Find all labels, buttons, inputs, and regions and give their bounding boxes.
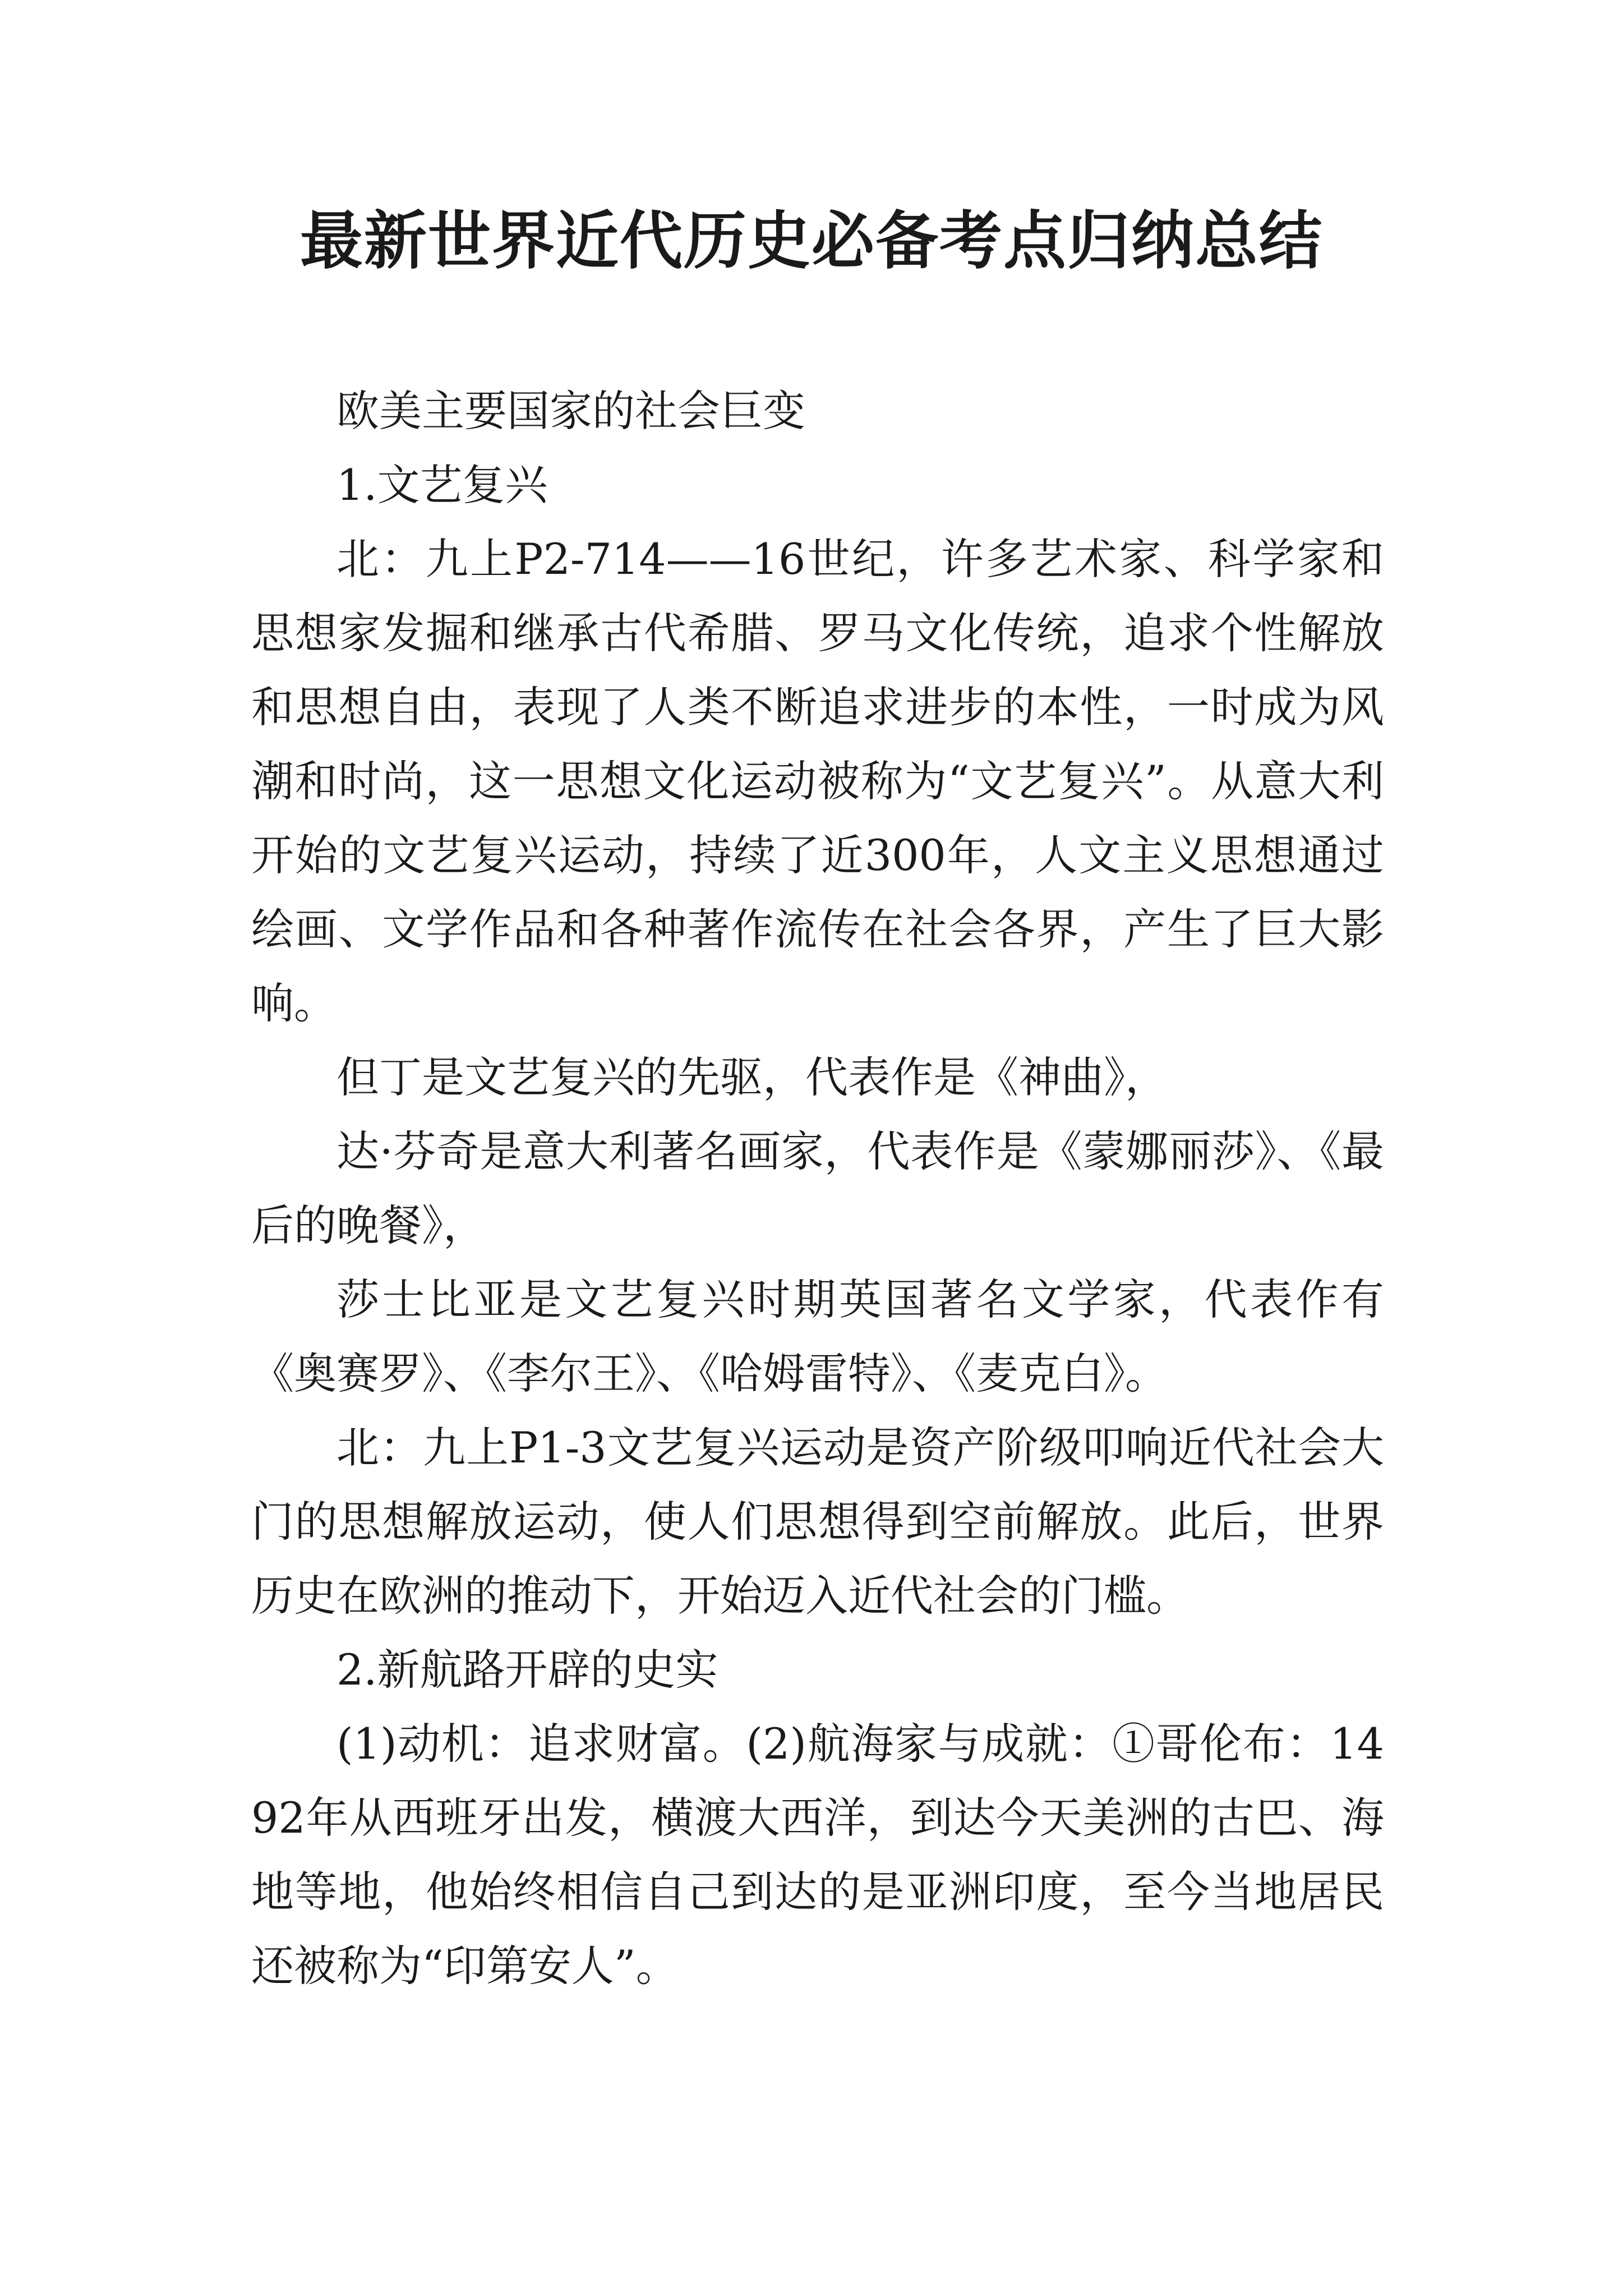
page-title: 最新世界近代历史必备考点归纳总结 (300, 205, 1323, 278)
document-body (251, 374, 1384, 2003)
body-paragraph: 莎士比亚是文艺复兴时期英国著名文学家，代表作有《奥赛罗》、《李尔王》、《哈姆雷特》、《麦克白》。 (251, 1274, 1384, 1398)
body-paragraph: 北：九上P1-3文艺复兴运动是资产阶级叩响近代社会大门的思想解放运动，使人们思想得到空前解放。此后，世界历史在欧洲的推动下，开始迈入近代社会的门槛。 (251, 1423, 1384, 1621)
subsection-heading: 2.新航路开辟的史实 (336, 1645, 718, 1695)
subsection-heading: 1.文艺复兴 (336, 460, 548, 510)
section-heading: 欧美主要国家的社会巨变 (336, 386, 805, 436)
body-paragraph: (1)动机：追求财富。(2)航海家与成就：①哥伦布：1492年从西班牙出发，横渡大西洋，到达今天美洲的古巴、海地等地，他始终相信自己到达的是亚洲印度，至今当地居民还被称为“印第安人”。 (251, 1719, 1384, 1991)
body-paragraph: 达·芬奇是意大利著名画家，代表作是《蒙娜丽莎》、《最后的晚餐》， (251, 1126, 1384, 1250)
body-paragraph: 但丁是文艺复兴的先驱，代表作是《神曲》， (336, 1052, 1168, 1102)
body-paragraph: 北：九上P2-714——16世纪，许多艺术家、科学家和思想家发掘和继承古代希腊、罗马文化传统，追求个性解放和思想自由，表现了人类不断追求进步的本性，一时成为风潮和时尚，这一思想文化运动被称为“文艺复兴”。从意大利开始的文艺复兴运动，持续了近300年，人文主义思想通过绘画、文学作品和各种著作流传在社会各界，产生了巨大影响。 (251, 534, 1384, 1028)
